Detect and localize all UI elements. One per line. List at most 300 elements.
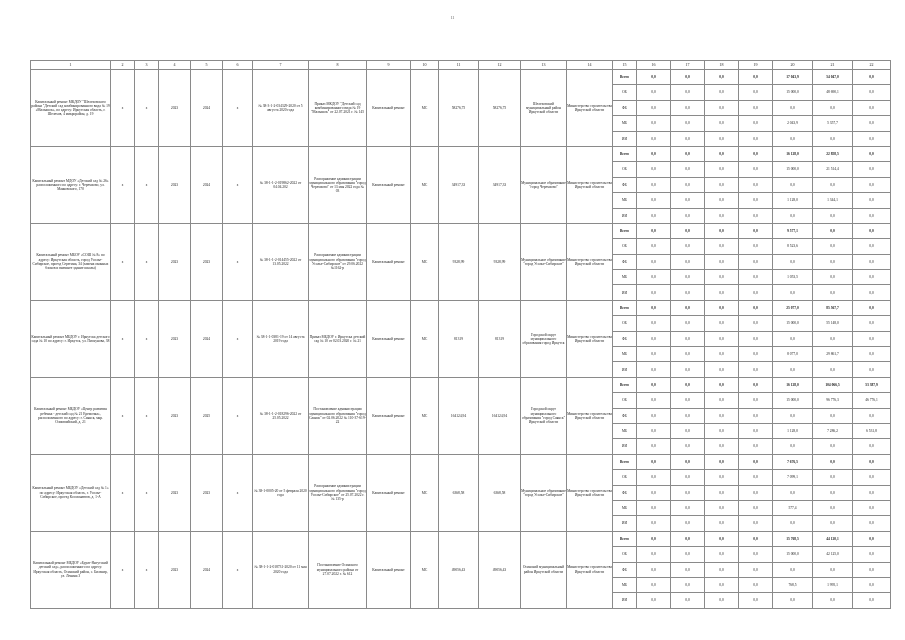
col3-cell: х (135, 531, 159, 608)
funding-source-label: ИИ (613, 439, 637, 454)
funding-value-cell: 0,0 (853, 593, 891, 608)
funding-value-cell: 46 776,1 (853, 393, 891, 408)
capacity-unit-cell: МС (411, 300, 439, 377)
remaining-cost-cell: 9328,99 (479, 223, 521, 300)
funding-value-cell: 0,0 (853, 208, 891, 223)
column-number-header: 13 (521, 61, 567, 70)
funding-value-cell: 0,0 (813, 516, 853, 531)
capacity-unit-cell: МС (411, 377, 439, 454)
funding-value-cell: 0,0 (773, 131, 813, 146)
funding-value-cell: 768,5 (773, 577, 813, 592)
funding-value-cell: 0,0 (637, 208, 671, 223)
funding-value-cell: 0,0 (853, 162, 891, 177)
funding-value-cell: 0,0 (773, 593, 813, 608)
funding-value-cell: 0,0 (739, 331, 773, 346)
funding-value-cell: 9 577,1 (773, 223, 813, 238)
funding-source-label: ФБ (613, 485, 637, 500)
decision-doc-cell: Приказ МБДОУ г. Иркутска детский сад № 10 от 02.03.2020 г. № 21 (309, 300, 367, 377)
funding-source-label: ФБ (613, 177, 637, 192)
estimate-cost-cell: 9328,99 (439, 223, 479, 300)
funding-value-cell: 7 676,5 (773, 454, 813, 469)
funding-value-cell: 0,0 (853, 485, 891, 500)
remaining-cost-cell: 81319 (479, 300, 521, 377)
funding-value-cell: 96 776,3 (813, 393, 853, 408)
remaining-cost-cell: 164124,94 (479, 377, 521, 454)
funding-value-cell: 0,0 (853, 70, 891, 85)
decision-doc-cell: Распоряжение администрации муниципального образования "город Черемхово" от 13 мая 2022 года № 03 (309, 146, 367, 223)
funding-value-cell: 0,0 (705, 439, 739, 454)
funding-value-cell: 0,0 (637, 162, 671, 177)
object-name-cell: Капитальный ремонт МБДОУ г. Иркутска детского сада № 10 по адресу: г. Иркутск, ул. Пискунова, 38 (31, 300, 111, 377)
table-row-total (31, 377, 891, 392)
funding-value-cell: 0,0 (813, 239, 853, 254)
work-type-cell: Капитальный ремонт (367, 70, 411, 147)
funding-value-cell: 55 148,0 (813, 316, 853, 331)
table-row-total (31, 70, 891, 85)
funding-source-label: Всего (613, 300, 637, 315)
funding-value-cell: 0,0 (671, 347, 705, 362)
col2-cell: х (111, 454, 135, 531)
funding-source-label: МБ (613, 116, 637, 131)
funding-value-cell: 0,0 (739, 208, 773, 223)
funding-value-cell: 0,0 (671, 593, 705, 608)
funding-value-cell: 0,0 (705, 85, 739, 100)
column-number-header: 20 (773, 61, 813, 70)
funding-value-cell: 0,0 (853, 331, 891, 346)
col6-cell: х (223, 300, 253, 377)
col6-cell: х (223, 223, 253, 300)
funding-value-cell: 0,0 (705, 347, 739, 362)
funding-value-cell: 0,0 (813, 223, 853, 238)
col3-cell: х (135, 300, 159, 377)
funding-value-cell: 0,0 (705, 531, 739, 546)
funding-value-cell: 0,0 (705, 239, 739, 254)
funding-source-label: ФБ (613, 100, 637, 115)
funding-value-cell: 0,0 (705, 500, 739, 515)
funding-value-cell: 0,0 (637, 547, 671, 562)
municipality-cell: Шелеховский муниципальный район Иркутской области (521, 70, 567, 147)
funding-value-cell: 0,0 (853, 470, 891, 485)
object-name-cell: Капитальный ремонт МКДОУ "Шелеховского района "Детский сад комбинированного вида № 19 «Малышок», по адресу: Иркутская область, г. Шелехов, 4 микрорайон, д. 19 (31, 70, 111, 147)
funding-value-cell: 0,0 (739, 516, 773, 531)
funding-value-cell: 0,0 (705, 577, 739, 592)
end-year-cell: 2023 (191, 223, 223, 300)
funding-value-cell: 21 514,4 (813, 162, 853, 177)
object-name-cell: Капитальный ремонт МБДОУ «Детский сад № 1» по адресу: Иркутская область, г. Усолье-Сибирское, проезд Космонавтов, д. 1-А (31, 454, 111, 531)
estimate-cost-cell: 34917,33 (439, 146, 479, 223)
funding-value-cell: 0,0 (637, 116, 671, 131)
funding-value-cell: 22 858,5 (813, 146, 853, 161)
estimate-cost-cell: 6368,58 (439, 454, 479, 531)
col3-cell: х (135, 223, 159, 300)
funding-value-cell: 0,0 (853, 100, 891, 115)
funding-source-label: МБ (613, 577, 637, 592)
funding-value-cell: 0,0 (813, 131, 853, 146)
funding-value-cell: 0,0 (705, 131, 739, 146)
funding-value-cell: 0,0 (853, 177, 891, 192)
column-number-header: 4 (159, 61, 191, 70)
funding-value-cell: 0,0 (637, 223, 671, 238)
funding-value-cell: 0,0 (853, 439, 891, 454)
funding-value-cell: 0,0 (671, 377, 705, 392)
funding-value-cell: 0,0 (637, 146, 671, 161)
start-year-cell: 2023 (159, 70, 191, 147)
funding-value-cell: 0,0 (813, 270, 853, 285)
funding-value-cell: 0,0 (739, 454, 773, 469)
funding-value-cell: 48 690,1 (813, 85, 853, 100)
funding-value-cell: 0,0 (637, 500, 671, 515)
customer-cell: Министерство строительства Иркутской области (567, 300, 613, 377)
decision-doc-cell: Постановление администрации муниципального образования "город Саянск" от 02.06.2022 № 110-37-619-22 (309, 377, 367, 454)
funding-value-cell: 0,0 (705, 485, 739, 500)
customer-cell: Министерство строительства Иркутской области (567, 70, 613, 147)
funding-value-cell: 0,0 (705, 454, 739, 469)
capacity-unit-cell: МС (411, 70, 439, 147)
funding-value-cell: 0,0 (739, 500, 773, 515)
funding-value-cell: 577,4 (773, 500, 813, 515)
funding-source-label: ФБ (613, 408, 637, 423)
funding-source-label: Всего (613, 377, 637, 392)
funding-source-label: ИИ (613, 362, 637, 377)
funding-value-cell: 0,0 (853, 408, 891, 423)
funding-value-cell: 0,0 (671, 316, 705, 331)
funding-value-cell: 15 000,0 (773, 393, 813, 408)
work-type-cell: Капитальный ремонт (367, 223, 411, 300)
investment-table (30, 60, 891, 609)
funding-value-cell: 0,0 (739, 70, 773, 85)
funding-source-label: МБ (613, 500, 637, 515)
funding-value-cell: 0,0 (671, 393, 705, 408)
funding-source-label: Всего (613, 146, 637, 161)
funding-value-cell: 0,0 (637, 100, 671, 115)
funding-value-cell: 0,0 (671, 85, 705, 100)
customer-cell: Министерство строительства Иркутской области (567, 146, 613, 223)
funding-value-cell: 0,0 (773, 177, 813, 192)
funding-value-cell: 0,0 (705, 547, 739, 562)
funding-value-cell: 0,0 (739, 116, 773, 131)
funding-value-cell: 0,0 (853, 562, 891, 577)
funding-value-cell: 0,0 (813, 562, 853, 577)
funding-value-cell: 1 344,1 (813, 193, 853, 208)
col6-cell: х (223, 454, 253, 531)
funding-value-cell: 0,0 (705, 162, 739, 177)
decision-doc-cell: Распоряжение администрации муниципального образования "город Усолье-Сибирское" от 29.06.2022 №1162-р (309, 223, 367, 300)
funding-value-cell: 0,0 (637, 377, 671, 392)
funding-value-cell: 0,0 (739, 131, 773, 146)
funding-value-cell: 0,0 (705, 593, 739, 608)
funding-value-cell: 0,0 (739, 423, 773, 438)
funding-value-cell: 0,0 (637, 485, 671, 500)
funding-value-cell: 0,0 (773, 331, 813, 346)
funding-value-cell: 0,0 (853, 239, 891, 254)
funding-value-cell: 17 043,9 (773, 70, 813, 85)
funding-value-cell: 0,0 (637, 577, 671, 592)
start-year-cell: 2023 (159, 223, 191, 300)
funding-value-cell: 0,0 (705, 223, 739, 238)
funding-value-cell: 0,0 (739, 223, 773, 238)
funding-value-cell: 0,0 (739, 577, 773, 592)
funding-value-cell: 0,0 (813, 485, 853, 500)
funding-value-cell: 0,0 (637, 347, 671, 362)
funding-value-cell: 0,0 (705, 208, 739, 223)
funding-value-cell: 0,0 (671, 500, 705, 515)
funding-value-cell: 25 077,0 (773, 300, 813, 315)
work-type-cell: Капитальный ремонт (367, 454, 411, 531)
column-number-header: 12 (479, 61, 521, 70)
start-year-cell: 2023 (159, 454, 191, 531)
funding-value-cell: 0,0 (813, 500, 853, 515)
table-body (31, 70, 891, 609)
funding-source-label: ИИ (613, 131, 637, 146)
municipality-cell: Муниципальное образование "город Усолье-Сибирское" (521, 223, 567, 300)
column-number-header: 11 (439, 61, 479, 70)
funding-source-label: ОБ (613, 470, 637, 485)
funding-value-cell: 0,0 (637, 270, 671, 285)
funding-value-cell: 0,0 (637, 593, 671, 608)
col2-cell: х (111, 300, 135, 377)
funding-value-cell: 0,0 (705, 254, 739, 269)
remaining-cost-cell: 58276,75 (479, 70, 521, 147)
expertise-cell: № 38-1-0005-20 от 5 февраля 2020 года (253, 454, 309, 531)
funding-value-cell: 0,0 (739, 485, 773, 500)
funding-value-cell: 0,0 (637, 85, 671, 100)
start-year-cell: 2023 (159, 377, 191, 454)
funding-value-cell: 0,0 (671, 270, 705, 285)
funding-value-cell: 0,0 (853, 285, 891, 300)
funding-value-cell: 0,0 (739, 531, 773, 546)
funding-value-cell: 16 128,0 (773, 146, 813, 161)
object-name-cell: Капитальный ремонт МБОУ «СОШ № 8» по адресу: Иркутская область, город Усолье-Сибирское, проезд Серегина, 34 (замена оконных блоков и внешнее здание школы) (31, 223, 111, 300)
capacity-unit-cell: МС (411, 531, 439, 608)
end-year-cell: 2024 (191, 300, 223, 377)
funding-value-cell: 0,0 (705, 516, 739, 531)
funding-value-cell: 0,0 (637, 562, 671, 577)
column-number-header: 8 (309, 61, 367, 70)
column-number-header: 7 (253, 61, 309, 70)
funding-source-label: ФБ (613, 254, 637, 269)
col6-cell: х (223, 146, 253, 223)
funding-source-label: Всего (613, 454, 637, 469)
funding-value-cell: 0,0 (853, 146, 891, 161)
funding-value-cell: 0,0 (739, 270, 773, 285)
funding-value-cell: 0,0 (637, 193, 671, 208)
table-row-total (31, 223, 891, 238)
remaining-cost-cell: 6368,58 (479, 454, 521, 531)
funding-source-label: МБ (613, 423, 637, 438)
funding-value-cell: 15 000,0 (773, 316, 813, 331)
funding-value-cell: 1 128,0 (773, 423, 813, 438)
funding-value-cell: 0,0 (813, 177, 853, 192)
column-number-header: 18 (705, 61, 739, 70)
funding-value-cell: 53 387,9 (853, 377, 891, 392)
funding-source-label: ОБ (613, 547, 637, 562)
capacity-unit-cell: МС (411, 146, 439, 223)
funding-value-cell: 0,0 (671, 300, 705, 315)
column-number-header: 22 (853, 61, 891, 70)
funding-value-cell: 0,0 (739, 347, 773, 362)
funding-value-cell: 0,0 (637, 516, 671, 531)
col2-cell: х (111, 223, 135, 300)
funding-value-cell: 0,0 (671, 70, 705, 85)
funding-value-cell: 0,0 (705, 285, 739, 300)
funding-source-label: МБ (613, 193, 637, 208)
funding-value-cell: 0,0 (671, 408, 705, 423)
expertise-cell: № 38-1-1-0381-19 от 14 августа 2019 года (253, 300, 309, 377)
funding-value-cell: 0,0 (739, 393, 773, 408)
funding-value-cell: 0,0 (773, 562, 813, 577)
funding-value-cell: 0,0 (637, 531, 671, 546)
funding-value-cell: 0,0 (671, 423, 705, 438)
col2-cell: х (111, 531, 135, 608)
funding-value-cell: 0,0 (705, 70, 739, 85)
estimate-cost-cell: 58276,75 (439, 70, 479, 147)
remaining-cost-cell: 34917,33 (479, 146, 521, 223)
funding-value-cell: 0,0 (637, 70, 671, 85)
decision-doc-cell: Приказ МКДОУ "Детский сад комбинированного вида № 19 "Малышок" от 22.07.2021 г. № 145 (309, 70, 367, 147)
municipality-cell: Городской округ муниципального образования "город Саянск" Иркутской области (521, 377, 567, 454)
funding-value-cell: 0,0 (853, 300, 891, 315)
funding-value-cell: 1 995,1 (813, 577, 853, 592)
funding-value-cell: 0,0 (705, 470, 739, 485)
funding-value-cell: 0,0 (637, 300, 671, 315)
funding-source-label: ФБ (613, 562, 637, 577)
funding-value-cell: 0,0 (853, 516, 891, 531)
funding-value-cell: 0,0 (853, 547, 891, 562)
funding-value-cell: 0,0 (739, 300, 773, 315)
column-number-header: 17 (671, 61, 705, 70)
expertise-cell: № 38-1-1-2-019862-2022 от 04.04.202 (253, 146, 309, 223)
funding-value-cell: 0,0 (853, 454, 891, 469)
funding-value-cell: 15 000,0 (773, 547, 813, 562)
estimate-cost-cell: 81319 (439, 300, 479, 377)
funding-value-cell: 104 066,5 (813, 377, 853, 392)
funding-value-cell: 0,0 (853, 131, 891, 146)
funding-value-cell: 0,0 (739, 239, 773, 254)
funding-value-cell: 0,0 (637, 239, 671, 254)
funding-value-cell: 16 128,0 (773, 377, 813, 392)
funding-source-label: Всего (613, 70, 637, 85)
funding-value-cell: 0,0 (739, 285, 773, 300)
funding-source-label: ИИ (613, 285, 637, 300)
funding-value-cell: 0,0 (637, 454, 671, 469)
col3-cell: х (135, 70, 159, 147)
start-year-cell: 2023 (159, 531, 191, 608)
col3-cell: х (135, 454, 159, 531)
expertise-cell: № 38-1-1-2-018296-2022 от 25.05.2022 (253, 377, 309, 454)
funding-value-cell: 0,0 (671, 254, 705, 269)
funding-value-cell: 0,0 (671, 177, 705, 192)
funding-value-cell: 0,0 (739, 85, 773, 100)
funding-source-label: ИИ (613, 208, 637, 223)
funding-value-cell: 0,0 (637, 177, 671, 192)
funding-value-cell: 0,0 (773, 285, 813, 300)
column-number-header: 15 (613, 61, 637, 70)
col3-cell: х (135, 146, 159, 223)
funding-value-cell: 0,0 (637, 254, 671, 269)
funding-value-cell: 0,0 (773, 485, 813, 500)
funding-value-cell: 0,0 (671, 146, 705, 161)
col2-cell: х (111, 146, 135, 223)
funding-value-cell: 0,0 (705, 362, 739, 377)
funding-value-cell: 0,0 (671, 131, 705, 146)
funding-value-cell: 0,0 (671, 454, 705, 469)
header-row (31, 61, 891, 70)
column-number-header: 16 (637, 61, 671, 70)
work-type-cell: Капитальный ремонт (367, 300, 411, 377)
funding-source-label: МБ (613, 347, 637, 362)
capacity-unit-cell: МС (411, 454, 439, 531)
funding-value-cell: 0,0 (637, 316, 671, 331)
col6-cell: х (223, 70, 253, 147)
funding-value-cell: 0,0 (705, 193, 739, 208)
funding-value-cell: 0,0 (739, 377, 773, 392)
funding-value-cell: 54 047,0 (813, 70, 853, 85)
capacity-unit-cell: МС (411, 223, 439, 300)
funding-value-cell: 0,0 (637, 470, 671, 485)
funding-value-cell: 0,0 (739, 362, 773, 377)
funding-value-cell: 0,0 (671, 485, 705, 500)
column-number-header: 5 (191, 61, 223, 70)
funding-value-cell: 15 768,5 (773, 531, 813, 546)
funding-source-label: ОБ (613, 393, 637, 408)
funding-value-cell: 0,0 (853, 270, 891, 285)
funding-value-cell: 0,0 (773, 516, 813, 531)
funding-value-cell: 0,0 (739, 146, 773, 161)
customer-cell: Министерство строительства Иркутской области (567, 454, 613, 531)
table-row-total (31, 300, 891, 315)
funding-value-cell: 0,0 (705, 100, 739, 115)
expertise-cell: № 38-1-1-2-018731-2020 от 11 мая 2020 года (253, 531, 309, 608)
funding-value-cell: 0,0 (773, 208, 813, 223)
col3-cell: х (135, 377, 159, 454)
funding-source-label: ОБ (613, 162, 637, 177)
funding-value-cell: 1 128,0 (773, 193, 813, 208)
funding-value-cell: 0,0 (813, 408, 853, 423)
funding-value-cell: 0,0 (813, 439, 853, 454)
estimate-cost-cell: 164124,94 (439, 377, 479, 454)
funding-value-cell: 0,0 (705, 300, 739, 315)
funding-value-cell: 0,0 (773, 254, 813, 269)
funding-value-cell: 0,0 (853, 531, 891, 546)
funding-value-cell: 0,0 (705, 562, 739, 577)
funding-value-cell: 0,0 (773, 100, 813, 115)
funding-value-cell: 0,0 (739, 439, 773, 454)
table-row-total (31, 454, 891, 469)
funding-value-cell: 42 125,0 (813, 547, 853, 562)
funding-value-cell: 29 861,7 (813, 347, 853, 362)
end-year-cell: 2023 (191, 454, 223, 531)
funding-value-cell: 0,0 (671, 547, 705, 562)
funding-value-cell: 0,0 (853, 347, 891, 362)
decision-doc-cell: Постановление Осинского муниципального района от 27.07.2022 г. № 612 (309, 531, 367, 608)
funding-value-cell: 0,0 (705, 116, 739, 131)
funding-value-cell: 0,0 (813, 362, 853, 377)
funding-value-cell: 0,0 (637, 393, 671, 408)
page-number: 11 (450, 15, 455, 20)
object-name-cell: Капитальный ремонт МБДОУ «Центр развития ребенка - детский сад № 21 Еремочка», расположенного по адресу: г. Саянск, мкр. Олимпийский, д. 21 (31, 377, 111, 454)
object-name-cell: Капитальный ремонт МДОУ «Детский сад № 26» расположенного по адресу: г. Черемхово, ул. Маяковского, 170 (31, 146, 111, 223)
funding-source-label: МБ (613, 270, 637, 285)
funding-value-cell: 0,0 (739, 177, 773, 192)
funding-value-cell: 0,0 (853, 116, 891, 131)
funding-value-cell: 0,0 (671, 470, 705, 485)
funding-value-cell: 0,0 (671, 162, 705, 177)
col2-cell: х (111, 377, 135, 454)
funding-value-cell: 7 286,2 (813, 423, 853, 438)
funding-value-cell: 0,0 (637, 285, 671, 300)
end-year-cell: 2024 (191, 531, 223, 608)
funding-value-cell: 2 043,9 (773, 116, 813, 131)
